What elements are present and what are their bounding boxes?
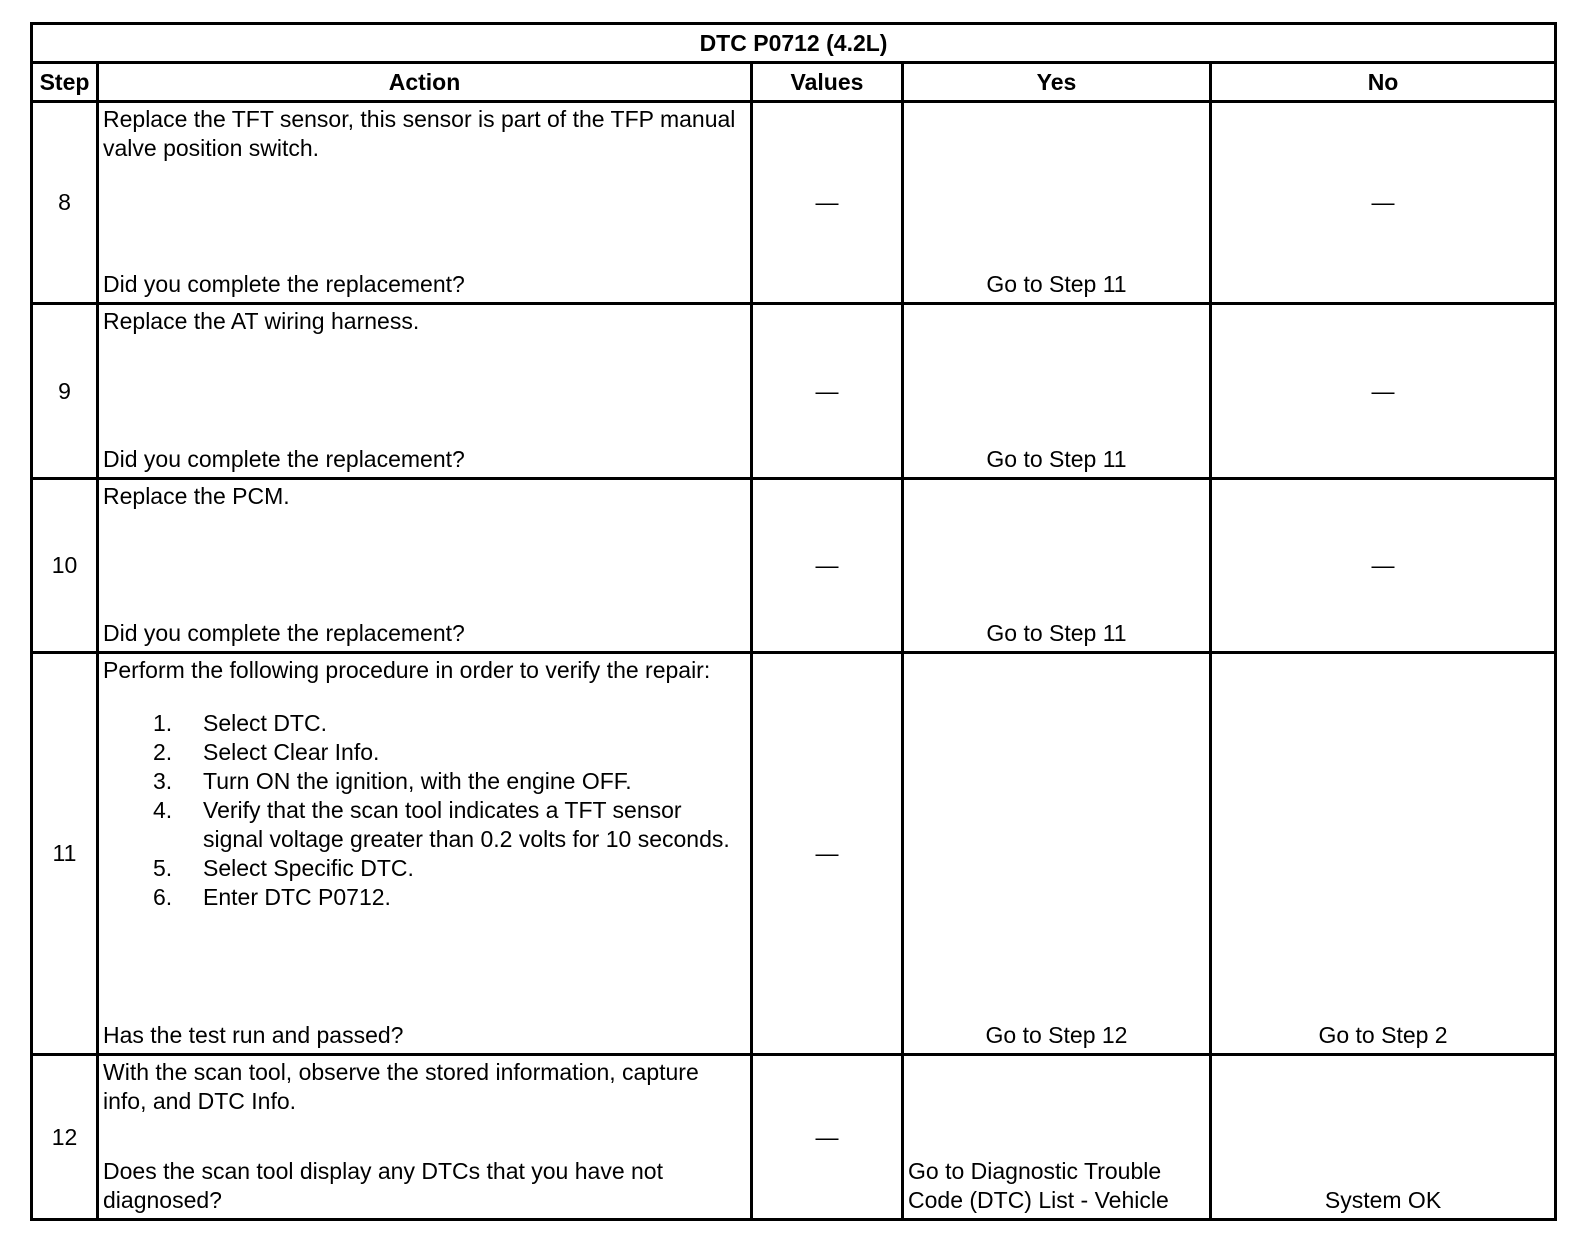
header-step: Step <box>32 63 98 102</box>
header-yes: Yes <box>903 63 1211 102</box>
values-cell: — <box>752 304 903 479</box>
action-text: Replace the TFT sensor, this sensor is part of the TFP manual valve position switch. <box>103 106 736 161</box>
table-row-step-11 <box>32 653 1556 1055</box>
no-cell: — <box>1211 102 1556 304</box>
values-cell: — <box>752 653 903 1055</box>
table-row-step-8 <box>32 102 1556 304</box>
action-cell <box>98 1055 752 1220</box>
step-number: 9 <box>32 304 98 479</box>
yes-cell: Go to Step 11 <box>903 304 1211 479</box>
yes-cell: Go to Step 12 <box>903 653 1211 1055</box>
yes-cell: Go to Diagnostic Trouble Code (DTC) List - Vehicle <box>903 1055 1211 1220</box>
action-text: With the scan tool, observe the stored information, capture info, and DTC Info. <box>103 1059 699 1114</box>
no-cell: — <box>1211 304 1556 479</box>
action-text: Perform the following procedure in order to verify the repair: <box>103 657 711 683</box>
step-number: 12 <box>32 1055 98 1220</box>
table-row-step-12 <box>32 1055 1556 1220</box>
list-item: 5. Select Specific DTC. <box>153 855 414 881</box>
action-cell <box>98 304 752 479</box>
action-cell <box>98 479 752 653</box>
header-action: Action <box>98 63 752 102</box>
no-cell: Go to Step 2 <box>1211 653 1556 1055</box>
action-question: Did you complete the replacement? <box>103 271 465 297</box>
table-row-step-9 <box>32 304 1556 479</box>
header-values: Values <box>752 63 903 102</box>
list-item: 6. Enter DTC P0712. <box>153 884 391 910</box>
step-number: 11 <box>32 653 98 1055</box>
list-item: 3. Turn ON the ignition, with the engine OFF. <box>153 768 632 794</box>
action-cell <box>98 653 752 1055</box>
action-question: Did you complete the replacement? <box>103 446 465 472</box>
action-question: Does the scan tool display any DTCs that you have not diagnosed? <box>103 1158 663 1213</box>
header-row <box>32 63 1556 102</box>
list-item: 4. Verify that the scan tool indicates a TFT sensor signal voltage greater than 0.2 volts for 10 seconds. <box>153 797 730 852</box>
action-question: Did you complete the replacement? <box>103 620 465 646</box>
action-text: Replace the PCM. <box>103 483 290 509</box>
values-cell: — <box>752 479 903 653</box>
step-number: 10 <box>32 479 98 653</box>
list-item: 1. Select DTC. <box>153 710 327 736</box>
action-text: Replace the AT wiring harness. <box>103 308 420 334</box>
no-cell: — <box>1211 479 1556 653</box>
values-cell: — <box>752 1055 903 1220</box>
yes-cell: Go to Step 11 <box>903 102 1211 304</box>
step-number: 8 <box>32 102 98 304</box>
no-cell: System OK <box>1211 1055 1556 1220</box>
action-cell <box>98 102 752 304</box>
yes-cell: Go to Step 11 <box>903 479 1211 653</box>
table-row-step-10 <box>32 479 1556 653</box>
table-title: DTC P0712 (4.2L) <box>32 24 1556 63</box>
list-item: 2. Select Clear Info. <box>153 739 380 765</box>
dtc-table <box>30 22 1557 1221</box>
values-cell: — <box>752 102 903 304</box>
action-question: Has the test run and passed? <box>103 1022 404 1048</box>
procedure-list <box>103 709 746 912</box>
header-no: No <box>1211 63 1556 102</box>
